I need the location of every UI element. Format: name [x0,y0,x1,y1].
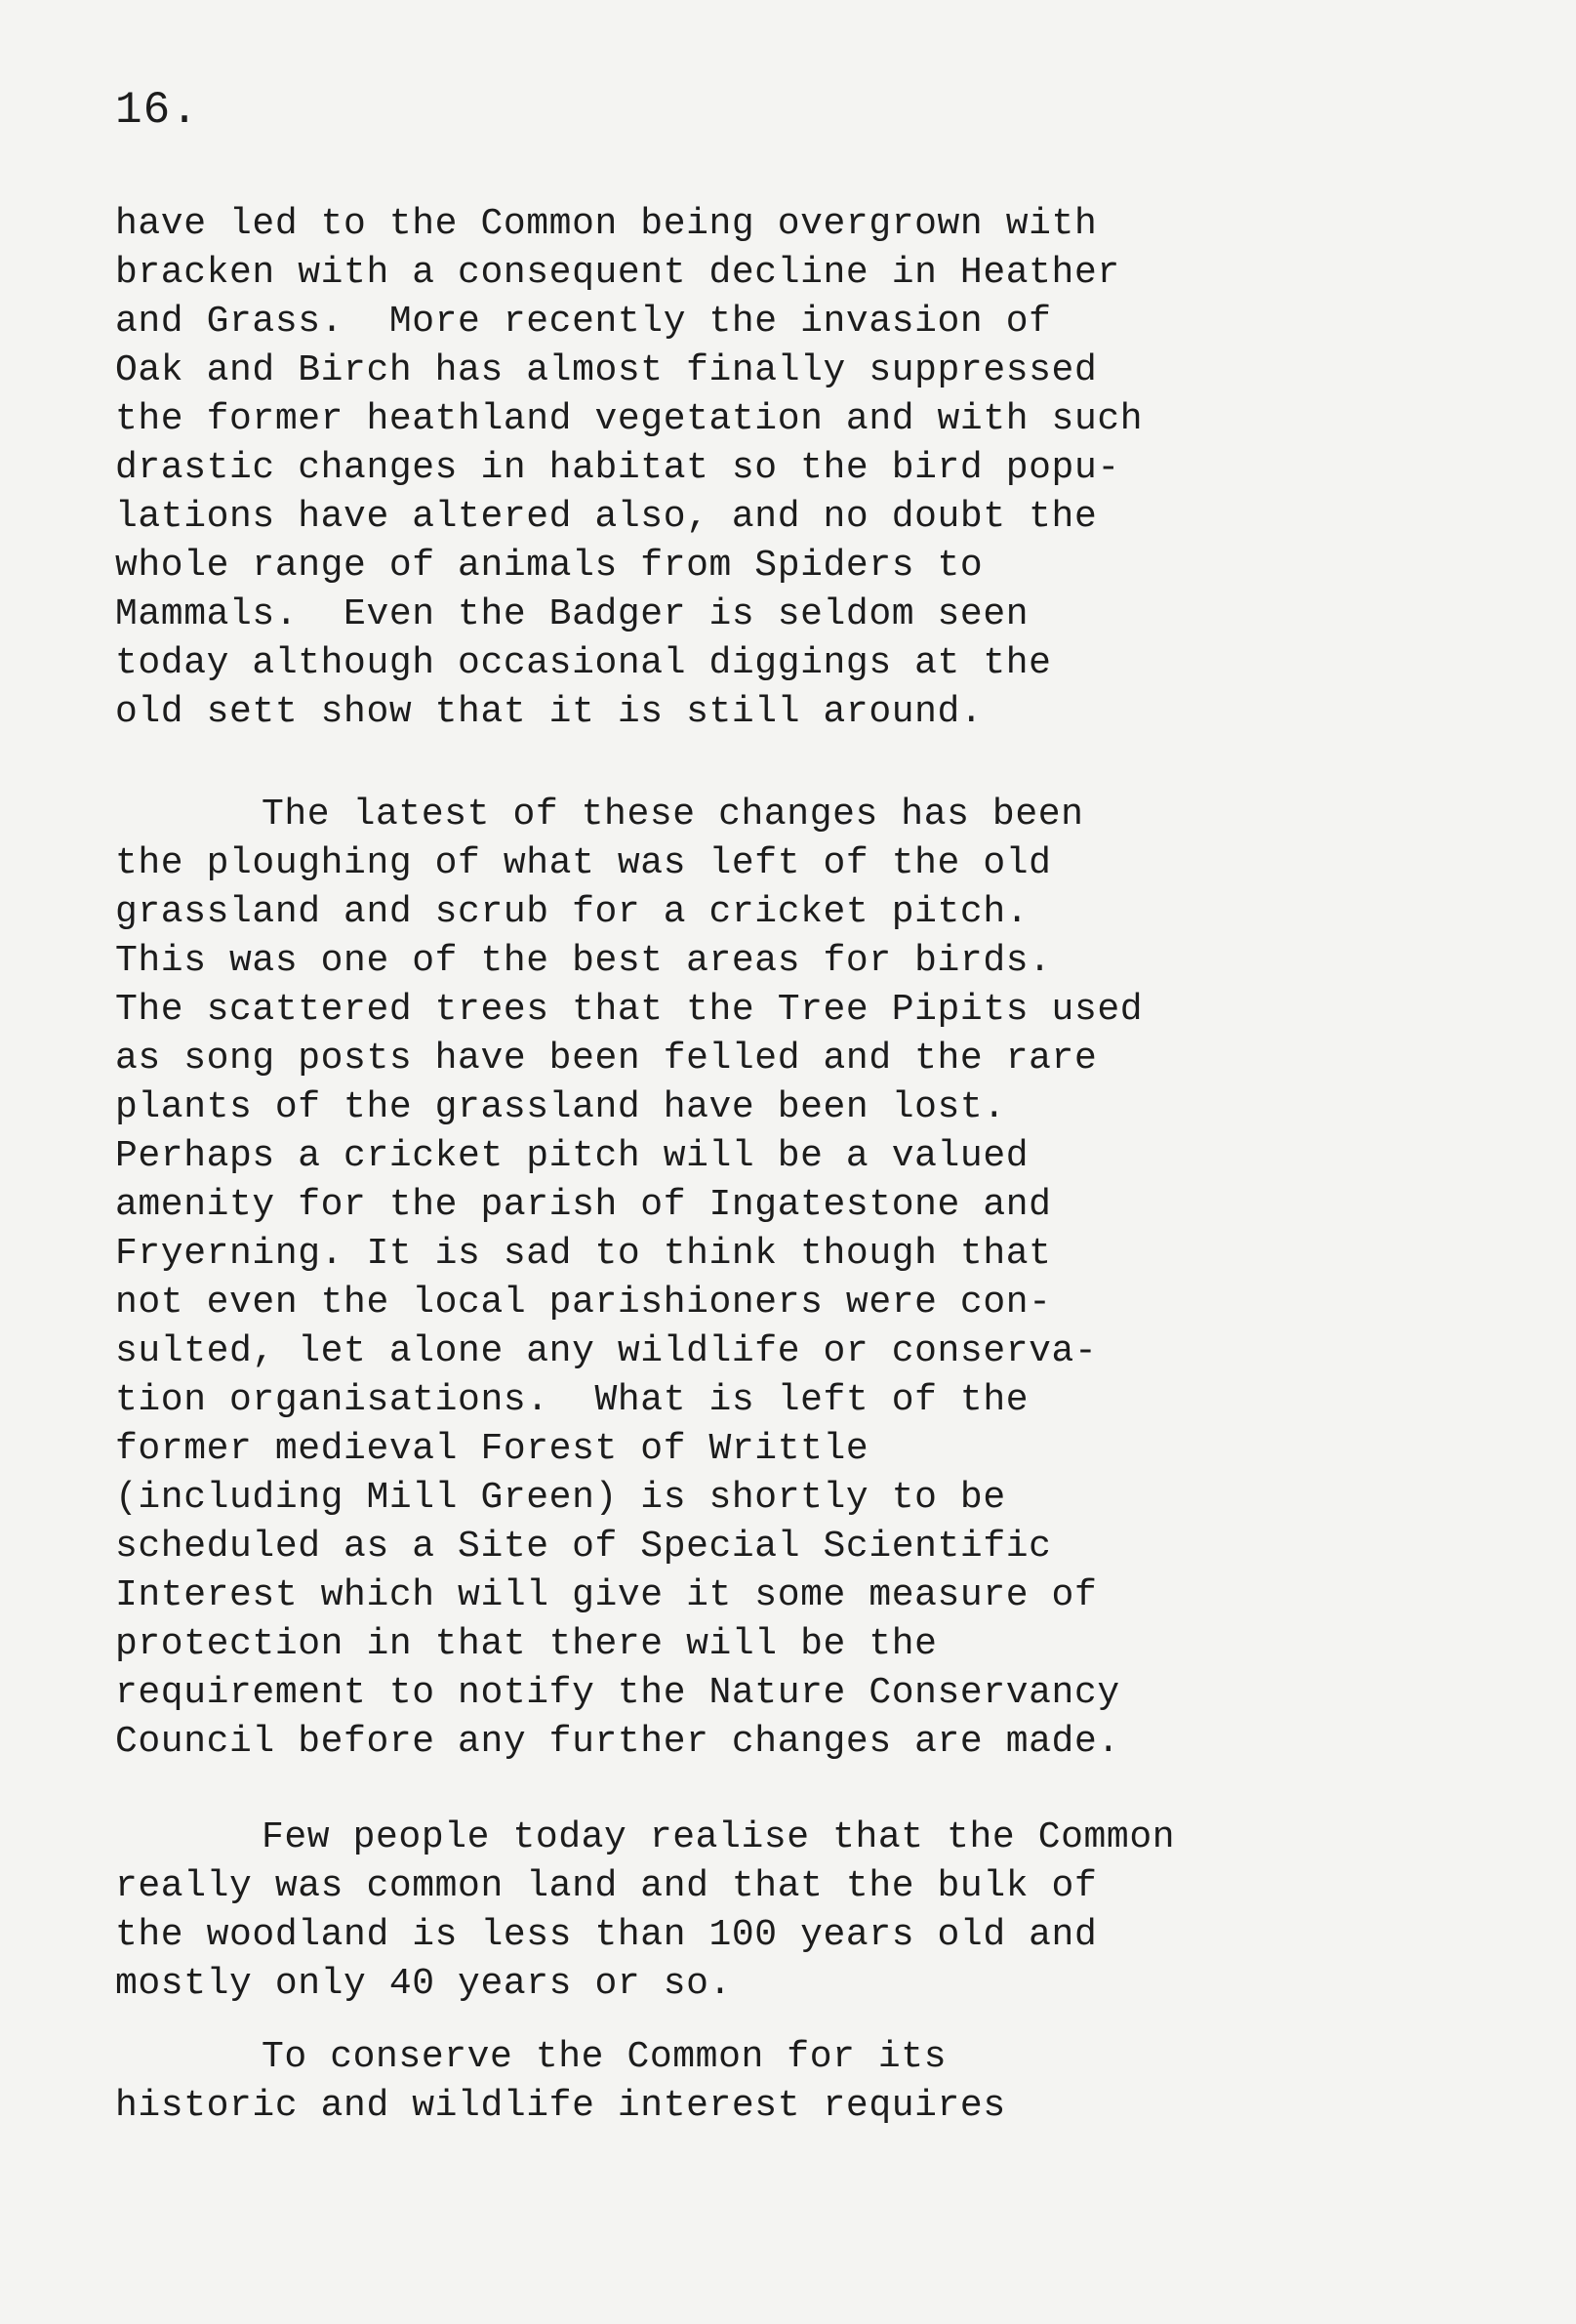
text-line: lations have altered also, and no doubt the [115,496,1098,538]
text-line: have led to the Common being overgrown with [115,203,1098,245]
text-line: and Grass. More recently the invasion of [115,301,1052,343]
text-line: Perhaps a cricket pitch will be a valued [115,1135,1030,1177]
text-line: drastic changes in habitat so the bird popu- [115,447,1120,489]
paragraph-2 [115,791,1481,1767]
paragraph-4 [115,2033,1481,2131]
text-line: Interest which will give it some measure of [115,1574,1098,1616]
text-line: Council before any further changes are made. [115,1721,1120,1763]
text-line: bracken with a consequent decline in Heather [115,252,1120,294]
text-line: the woodland is less than 100 years old and [115,1914,1098,1956]
text-line: old sett show that it is still around. [115,691,984,733]
text-line: the former heathland vegetation and with such [115,398,1144,440]
paragraph-1 [115,200,1481,737]
text-line: requirement to notify the Nature Conservancy [115,1672,1120,1714]
text-line: really was common land and that the bulk of [115,1865,1098,1907]
text-line: today although occasional diggings at the [115,642,1052,684]
text-line: plants of the grassland have been lost. [115,1086,1006,1128]
paragraph-3 [115,1814,1481,2009]
text-line: tion organisations. What is left of the [115,1379,1030,1421]
page-number: 16. [115,85,199,136]
text-line: protection in that there will be the [115,1623,938,1665]
text-line: Mammals. Even the Badger is seldom seen [115,593,1030,635]
text-line: The latest of these changes has been [262,794,1084,836]
text-line: whole range of animals from Spiders to [115,545,984,587]
text-line: To conserve the Common for its [262,2036,948,2078]
text-line: not even the local parishioners were con- [115,1282,1052,1324]
text-line: historic and wildlife interest requires [115,2085,1006,2127]
text-line: sulted, let alone any wildlife or conserva- [115,1330,1098,1372]
text-line: as song posts have been felled and the rare [115,1038,1098,1080]
text-line: the ploughing of what was left of the old [115,842,1052,884]
text-line: Oak and Birch has almost finally suppressed [115,349,1098,391]
text-line: former medieval Forest of Writtle [115,1428,869,1470]
text-line: The scattered trees that the Tree Pipits used [115,989,1144,1031]
text-line: amenity for the parish of Ingatestone and [115,1184,1052,1226]
text-line: This was one of the best areas for birds. [115,940,1052,982]
text-line: Fryerning. It is sad to think though that [115,1233,1052,1275]
text-line: scheduled as a Site of Special Scientific [115,1526,1052,1568]
text-line: (including Mill Green) is shortly to be [115,1477,1006,1519]
text-line: grassland and scrub for a cricket pitch. [115,891,1030,933]
text-line: Few people today realise that the Common [262,1816,1176,1858]
text-line: mostly only 40 years or so. [115,1963,732,2005]
